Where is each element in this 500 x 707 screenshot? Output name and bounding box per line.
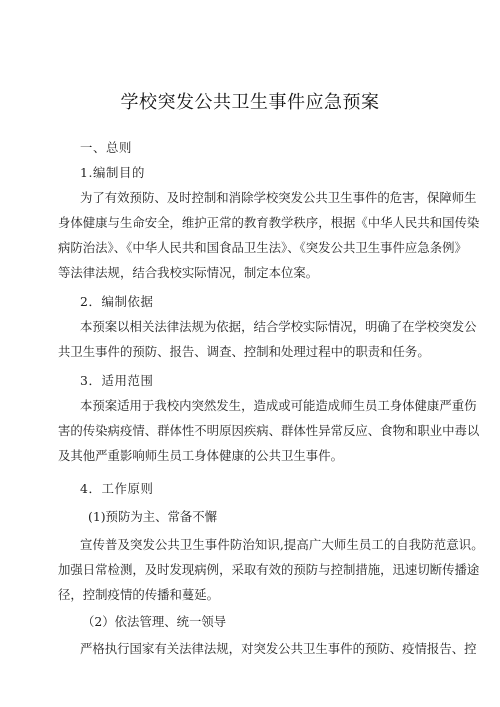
paragraph-line: 径，控制疫情的传播和蔓延。: [58, 587, 220, 602]
paragraph-line: 宣传普及突发公共卫生事件防治知识,提高广大师生员工的自我防范意识。: [80, 537, 484, 552]
principle-item-1: (1)预防为主、常备不懈: [88, 509, 218, 524]
paragraph-line: 身体健康与生命安全，维护正常的教育教学秩序，根据《中华人民共和国传染: [58, 215, 480, 230]
paragraph-line: 本预案以相关法律法规为依据，结合学校实际情况，明确了在学校突发公: [80, 319, 477, 334]
document-title: 学校突发公共卫生事件应急预案: [120, 92, 380, 113]
paragraph-line: 共卫生事件的预防、报告、调查、控制和处理过程中的职责和任务。: [58, 344, 430, 359]
paragraph-line: 病防治法》、《中华人民共和国食品卫生法》、《突发公共卫生事件应急条例》: [58, 240, 467, 255]
paragraph-line: 及其他严重影响师生员工身体健康的公共卫生事件。: [58, 448, 343, 463]
paragraph-line: 为了有效预防、及时控制和消除学校突发公共卫生事件的危害，保障师生: [80, 190, 477, 205]
principle-item-2: （2）依法管理、统一领导: [82, 614, 227, 629]
subheading-principles: 4．工作原则: [80, 481, 154, 496]
section-heading-general: 一、总则: [80, 140, 132, 155]
paragraph-line: 害的传染病疫情、群体性不明原因疾病、群体性异常反应、食物和职业中毒以: [58, 423, 480, 438]
paragraph-line: 严格执行国家有关法律法规，对突发公共卫生事件的预防、疫情报告、控: [80, 641, 477, 656]
paragraph-line: 加强日常检测，及时发现病例，采取有效的预防与控制措施，迅速切断传播途: [58, 562, 480, 577]
subheading-purpose: 1.编制目的: [80, 165, 145, 180]
subheading-scope: 3．适用范围: [80, 373, 154, 388]
paragraph-line: 等法律法规，结合我校实际情况，制定本位案。: [58, 265, 319, 280]
paragraph-line: 本预案适用于我校内突然发生，造成或可能造成师生员工身体健康严重伤: [80, 398, 477, 413]
subheading-basis: 2．编制依据: [80, 294, 154, 309]
